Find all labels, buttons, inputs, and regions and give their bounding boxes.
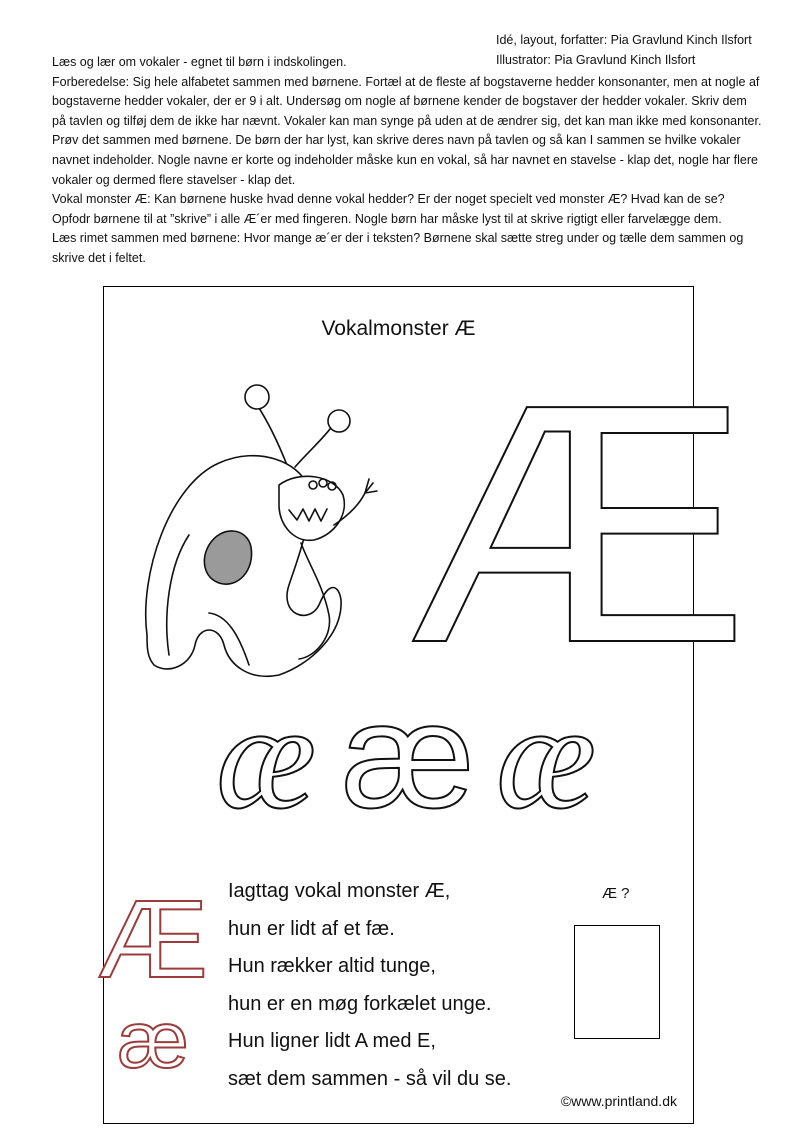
poem-line: hun er lidt af et fæ. bbox=[228, 917, 395, 940]
poem-line: Hun rækker altid tunge, bbox=[228, 955, 436, 977]
small-letter-outline-3 bbox=[482, 674, 610, 840]
worksheet-frame bbox=[98, 286, 749, 1124]
count-question: Æ ? bbox=[602, 885, 630, 902]
instructions-rhyme: Læs rimet sammen med børnene: Hvor mange æ´er der i teksten? Børnene skal sætte streg under og tælle dem sammen og skrive det i feltet. bbox=[52, 231, 744, 265]
poem-line: Hun ligner lidt A med E, bbox=[228, 1030, 436, 1052]
instructions-intro: Læs og lær om vokaler - egnet til børn i indskolingen. bbox=[52, 55, 347, 69]
small-letter-1: æ bbox=[215, 674, 317, 840]
monster-illustration bbox=[129, 375, 389, 695]
side-letters bbox=[98, 877, 208, 1087]
small-letter-2: æ bbox=[341, 671, 475, 839]
side-letter-upper: Æ bbox=[98, 878, 208, 1001]
poem-line: sæt dem sammen - så vil du se. bbox=[228, 1067, 512, 1090]
instructions-monster: Vokal monster Æ: Kan børnene huske hvad denne vokal hedder? Er der noget specielt ved monster Æ? Hvad kan de se? Opfodr børnene til at ”skrive” i alle Æ´er med fingeren. Nogle børn har måske lyst til at skrive rigtigt eller farvelægge dem. bbox=[52, 192, 725, 226]
small-letter-outline-1 bbox=[202, 674, 330, 840]
poem bbox=[228, 873, 511, 1098]
small-letter-outline-2 bbox=[341, 671, 475, 839]
credits-author: Idé, layout, forfatter: Pia Gravlund Kinch Ilsfort bbox=[496, 33, 752, 47]
worksheet-title: Vokalmonster Æ bbox=[321, 317, 476, 340]
credits-illustrator: Illustrator: Pia Gravlund Kinch Ilsfort bbox=[496, 53, 696, 67]
instructions bbox=[52, 53, 764, 269]
big-letter: Æ bbox=[409, 334, 749, 714]
copyright: ©www.printland.dk bbox=[560, 1093, 677, 1109]
answer-box[interactable] bbox=[574, 925, 660, 1039]
poem-line: Iagttag vokal monster Æ, bbox=[228, 880, 451, 902]
instructions-preparation: Forberedelse: Sig hele alfabetet sammen med børnene. Fortæl at de fleste af bogstaverne hedder konsonanter, men at nogle af bogstaverne hedder vokaler, der er 9 i alt. Undersøg om nogle af børnene kender de bogstaver der hedder vokaler. Skriv dem på tavlen og tilføj dem de ikke har nævnt. Vokaler kan man synge på uden at de ændrer sig, det kan man ikke med konsonanter. Prøv det sammen med børnene. De børn der har lyst, kan skrive deres navn på tavlen og så kan I sammen se hvilke vokaler navnet indeholder. Nogle navne er korte og indeholder måske kun en vokal, så har navnet en stavelse - klap det, nogle har flere vokaler og dermed flere stavelser - klap det. bbox=[52, 74, 762, 187]
big-letter-outline bbox=[409, 334, 749, 714]
small-letter-3: æ bbox=[495, 674, 597, 840]
side-letter-lower: æ bbox=[117, 995, 189, 1084]
poem-line: hun er en møg forkælet unge. bbox=[228, 992, 492, 1015]
